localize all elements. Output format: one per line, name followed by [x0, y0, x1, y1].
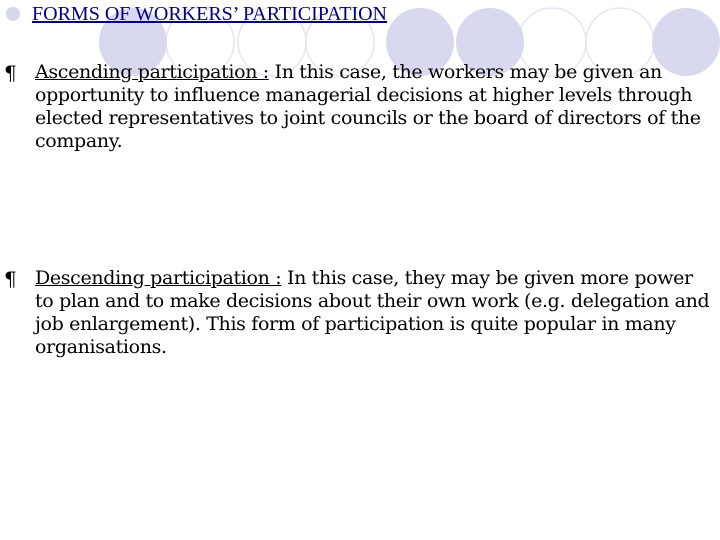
- title-bullet-icon: [6, 7, 20, 21]
- paragraph-term: Descending participation :: [35, 267, 282, 289]
- pilcrow-bullet-icon: ¶: [4, 61, 17, 85]
- paragraph-text: In this case, the workers may be given an opportunity to influence managerial decisions at higher levels through elected representatives to joint councils or the board of directors of the company.: [35, 61, 701, 152]
- paragraph-body: [35, 61, 713, 153]
- pilcrow-bullet-icon: ¶: [4, 267, 17, 291]
- slide-title: FORMS OF WORKERS’ PARTICIPATION: [32, 3, 387, 25]
- title-row: [0, 0, 720, 30]
- paragraph-body: [35, 267, 713, 359]
- paragraph-text: In this case, they may be given more power to plan and to make decisions about their own work (e.g. delegation and job enlargement). This form of participation is quite popular in many organisations.: [35, 267, 710, 358]
- paragraph-term: Ascending participation :: [35, 61, 269, 83]
